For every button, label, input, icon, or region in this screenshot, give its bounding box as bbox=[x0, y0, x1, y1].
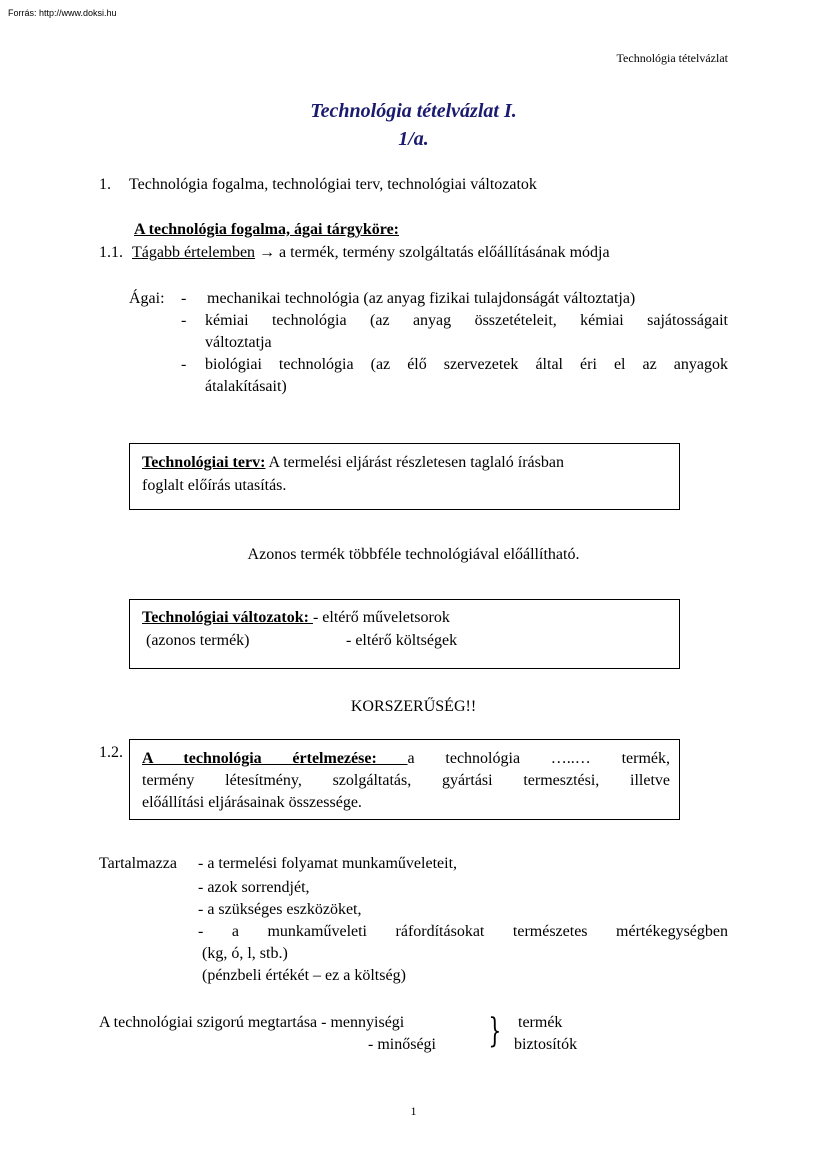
box-12-term: A technológia értelmezése: bbox=[142, 750, 408, 767]
branch-dash: - bbox=[181, 312, 187, 329]
box-technologia-ertelmezese bbox=[129, 739, 680, 820]
item-number: 1.1. bbox=[99, 244, 123, 261]
page-number: 1 bbox=[410, 1104, 417, 1118]
section-subheading: A technológia fogalma, ágai tárgyköre: bbox=[134, 221, 400, 238]
running-header: Technológia tételvázlat bbox=[616, 51, 728, 65]
box-valtozatok-term: Technológiai változatok: bbox=[142, 609, 313, 626]
page-subtitle: 1/a. bbox=[398, 128, 429, 150]
arrow-icon: → bbox=[259, 244, 276, 261]
szigoru-second: - minőségi bbox=[368, 1036, 436, 1053]
branch-dash: - bbox=[181, 290, 187, 307]
szigoru-lead: A technológiai szigorú megtartása - mennyiségi bbox=[99, 1014, 405, 1031]
box-12-line1 bbox=[142, 748, 670, 769]
box-valtozatok-line1 bbox=[142, 607, 450, 628]
branch-item-cont: változtatja bbox=[205, 334, 272, 351]
box-technologiai-terv bbox=[129, 443, 680, 510]
box-technologiai-valtozatok bbox=[129, 599, 680, 669]
box-valtozatok-line2-right: - eltérő költségek bbox=[346, 632, 458, 649]
branch-item: kémiai technológia (az anyag összetételeit, kémiai sajátosságait bbox=[205, 312, 728, 329]
tartalmazza-item: - azok sorrendjét, bbox=[198, 879, 310, 896]
item-rest: a termék, termény szolgáltatás előállításának módja bbox=[275, 244, 610, 261]
branch-dash: - bbox=[181, 356, 187, 373]
korszeruseg-note: KORSZERŰSÉG!! bbox=[350, 698, 477, 715]
tartalmazza-item: (pénzbeli értékét – ez a költség) bbox=[202, 967, 406, 984]
tartalmazza-lead: Tartalmazza bbox=[99, 855, 177, 872]
box-12-line3: előállítási eljárásainak összessége. bbox=[142, 794, 362, 811]
box-valtozatok-line2-left: (azonos termék) bbox=[146, 632, 250, 649]
page-title: Technológia tételvázlat I. bbox=[310, 100, 517, 122]
brace-icon: } bbox=[488, 1011, 502, 1051]
tartalmazza-item: - a szükséges eszközöket, bbox=[198, 901, 362, 918]
box-valtozatok-rest: - eltérő műveletsorok bbox=[312, 609, 450, 626]
branches-label: Ágai: bbox=[129, 290, 165, 307]
szigoru-right-2: biztosítók bbox=[514, 1036, 578, 1053]
section-number-1-2: 1.2. bbox=[99, 744, 123, 761]
center-note: Azonos termék többféle technológiával előállítható. bbox=[247, 546, 580, 563]
box-terv-line1 bbox=[142, 452, 564, 473]
section-number: 1. bbox=[99, 176, 111, 193]
section-title: Technológia fogalma, technológiai terv, technológiai változatok bbox=[129, 176, 537, 193]
box-12-line2: termény létesítmény, szolgáltatás, gyártási termesztési, illetve bbox=[142, 772, 670, 789]
tartalmazza-item: - a termelési folyamat munkaműveleteit, bbox=[198, 855, 458, 872]
tartalmazza-item: - a munkaműveleti ráfordításokat természetes mértékegységben bbox=[198, 923, 728, 940]
tartalmazza-item: (kg, ó, l, stb.) bbox=[202, 945, 288, 962]
branch-item-cont: átalakításait) bbox=[205, 378, 287, 395]
box-terv-rest: A termelési eljárást részletesen taglaló írásban bbox=[265, 454, 564, 471]
source-label: Forrás: http://www.doksi.hu bbox=[8, 8, 117, 18]
box-terv-term: Technológiai terv: bbox=[142, 454, 266, 471]
item-term: Tágabb értelemben bbox=[132, 244, 256, 261]
szigoru-right-1: termék bbox=[518, 1014, 563, 1031]
box-12-rest: a technológia …..… termék, bbox=[407, 750, 670, 767]
item-definition bbox=[132, 242, 610, 263]
box-terv-line2: foglalt előírás utasítás. bbox=[142, 477, 287, 494]
branch-item: biológiai technológia (az élő szervezetek által éri el az anyagok bbox=[205, 356, 728, 373]
branch-item: mechanikai technológia (az anyag fizikai tulajdonságát változtatja) bbox=[207, 290, 636, 307]
